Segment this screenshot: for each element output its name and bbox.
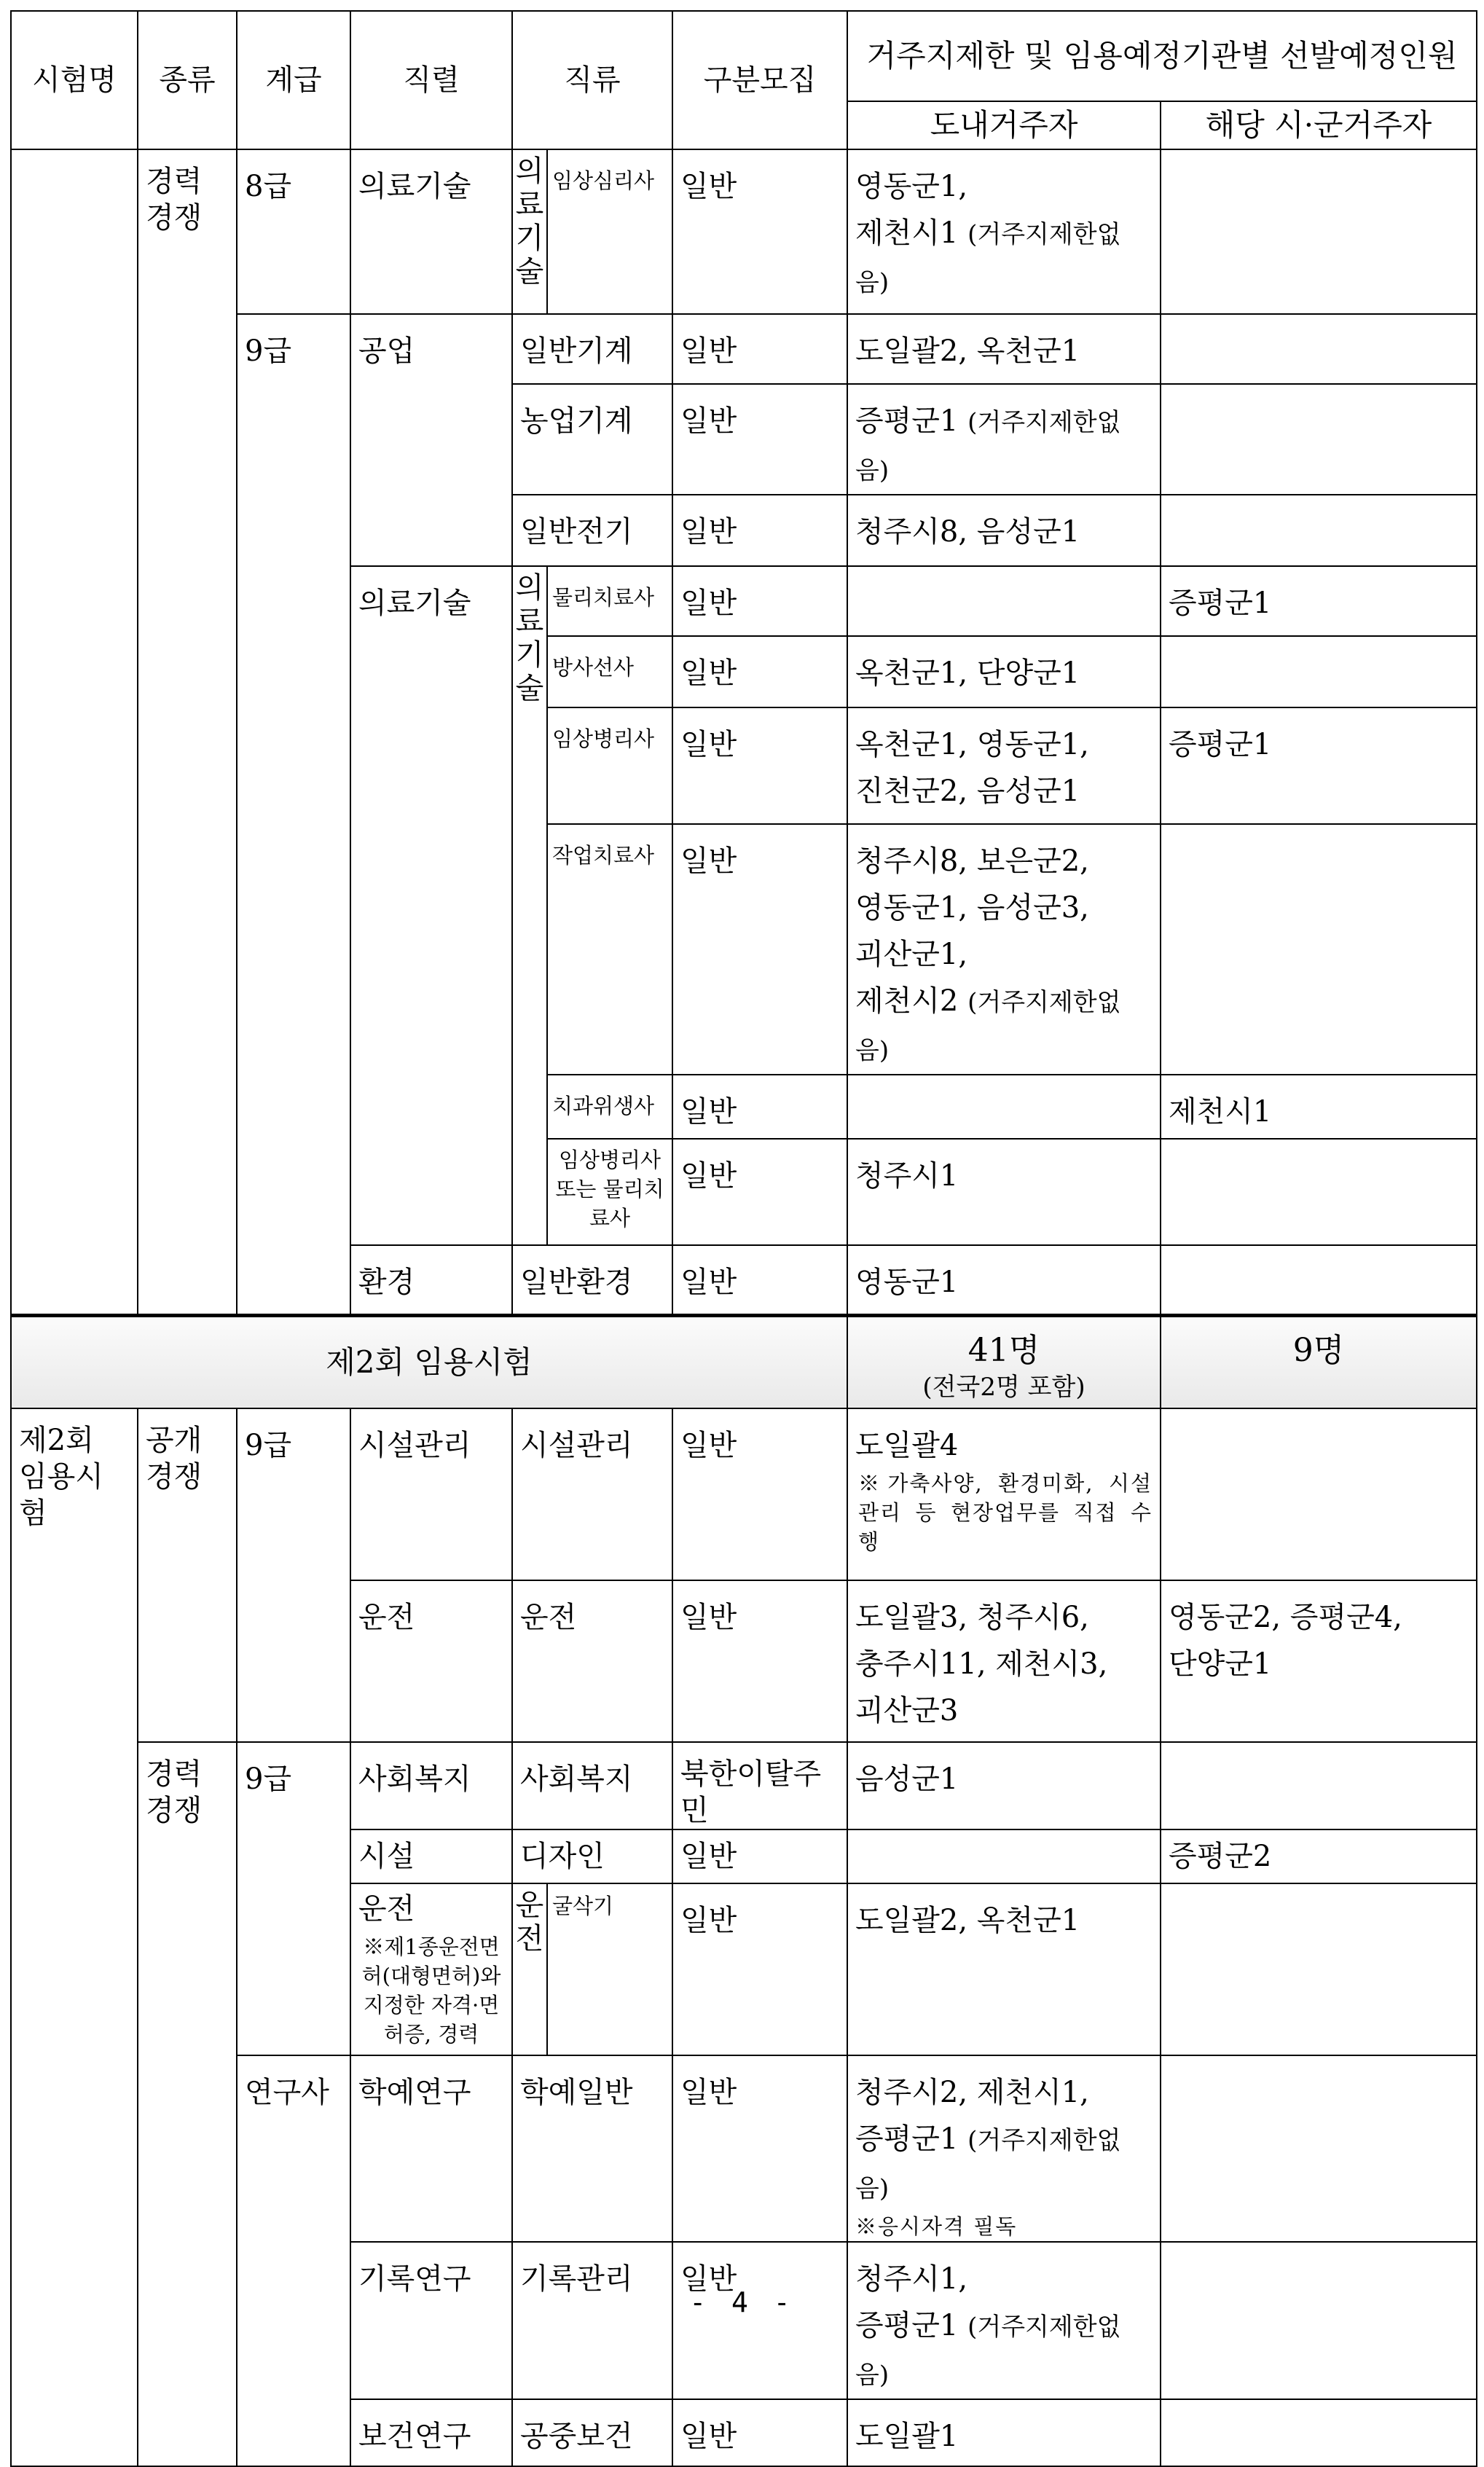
province-text: 증평군1 <box>855 2122 959 2156</box>
province-cell <box>847 1075 1161 1139</box>
category-cell: 사회복지 <box>512 1742 672 1829</box>
series-cell: 환경 <box>350 1245 512 1315</box>
local-cell <box>1161 1580 1477 1742</box>
header-province-resident: 도내거주자 <box>847 101 1161 149</box>
category-cell: 학예일반 <box>512 2055 672 2242</box>
province-text: 옥천군1, 영동군1, <box>855 728 1089 761</box>
category-cell: 임상병리사 <box>547 707 672 824</box>
province-note: (거주지제한없음) <box>855 220 1121 297</box>
local-cell <box>1161 1742 1477 1829</box>
recruit-cell: 일반 <box>672 1580 847 1742</box>
province-cell <box>847 2055 1161 2242</box>
province-cell <box>847 566 1161 636</box>
local-cell <box>1161 824 1477 1075</box>
series-cell: 시설관리 <box>350 1408 512 1580</box>
local-cell <box>1161 149 1477 314</box>
recruit-cell: 일반 <box>672 1245 847 1315</box>
province-note: ※응시자격 필독 <box>855 2214 1018 2239</box>
header-recruit: 구분모집 <box>672 11 847 149</box>
province-text: 청주시1, <box>855 2262 968 2296</box>
category-cell: 작업치료사 <box>547 824 672 1075</box>
province-cell <box>847 149 1161 314</box>
province-text: 도일괄3, 청주시6, <box>855 1601 1089 1634</box>
header-type: 종류 <box>138 11 237 149</box>
category-cell: 농업기계 <box>512 384 672 495</box>
province-cell: 옥천군1, 단양군1 <box>847 636 1161 707</box>
series-text: 운전 <box>358 1892 415 1926</box>
local-cell <box>1161 495 1477 566</box>
local-cell: 제천시1 <box>1161 1075 1477 1139</box>
grade-cell: 8급 <box>237 149 350 314</box>
province-text: 청주시2, 제천시1, <box>855 2076 1089 2109</box>
header-category: 직류 <box>512 11 672 149</box>
recruit-cell: 일반 <box>672 1883 847 2055</box>
province-cell <box>847 1829 1161 1883</box>
grade-cell: 9급 <box>237 1742 350 2055</box>
province-text: 괴산군3 <box>855 1694 959 1727</box>
province-cell <box>847 707 1161 824</box>
category-group-text: 의료기술 <box>515 154 544 289</box>
province-text: 영동군1, 음성군3, <box>855 891 1089 925</box>
province-text: 제천시1 <box>855 216 959 250</box>
table-header-row <box>11 11 1477 101</box>
grade-cell: 연구사 <box>237 2055 350 2466</box>
header-allocation: 거주지제한 및 임용예정기관별 선발예정인원 <box>847 11 1477 101</box>
section-header-row <box>11 1315 1477 1408</box>
exam-cell-empty <box>11 149 138 1315</box>
type-cell: 경력경쟁 <box>138 149 237 1315</box>
local-cell <box>1161 2055 1477 2242</box>
series-cell: 의료기술 <box>350 566 512 1245</box>
province-text: 증평군1 <box>855 404 959 438</box>
header-grade: 계급 <box>237 11 350 149</box>
category-group-cell <box>512 1883 547 2055</box>
local-cell <box>1161 314 1477 384</box>
local-cell <box>1161 1139 1477 1245</box>
province-cell <box>847 824 1161 1075</box>
recruit-cell: 일반 <box>672 2242 847 2399</box>
category-group-text: 운전 <box>515 1889 544 1956</box>
province-cell <box>847 2242 1161 2399</box>
type-cell: 경력경쟁 <box>138 1742 237 2466</box>
header-exam: 시험명 <box>11 11 138 149</box>
local-cell: 증평군2 <box>1161 1829 1477 1883</box>
category-cell: 일반환경 <box>512 1245 672 1315</box>
province-text: 제천시2 <box>855 984 959 1018</box>
recruit-cell: 일반 <box>672 314 847 384</box>
province-cell <box>847 384 1161 495</box>
category-cell: 임상병리사 또는 물리치료사 <box>547 1139 672 1245</box>
series-cell: 학예연구 <box>350 2055 512 2242</box>
category-cell: 물리치료사 <box>547 566 672 636</box>
local-cell <box>1161 2242 1477 2399</box>
table-row <box>11 149 1477 314</box>
local-cell <box>1161 384 1477 495</box>
local-cell: 증평군1 <box>1161 566 1477 636</box>
recruit-cell: 일반 <box>672 2399 847 2466</box>
grade-cell: 9급 <box>237 314 350 1315</box>
local-text: 단양군1 <box>1169 1647 1272 1681</box>
province-text: 괴산군1, <box>855 938 968 971</box>
category-cell: 시설관리 <box>512 1408 672 1580</box>
category-cell: 공중보건 <box>512 2399 672 2466</box>
category-cell: 치과위생사 <box>547 1075 672 1139</box>
local-text: 영동군2, 증평군4, <box>1169 1601 1402 1634</box>
recruit-cell: 일반 <box>672 149 847 314</box>
header-series: 직렬 <box>350 11 512 149</box>
series-cell: 공업 <box>350 314 512 566</box>
province-note: (거주지제한없음) <box>855 2313 1121 2390</box>
recruit-cell: 북한이탈주민 <box>672 1742 847 1829</box>
grade-cell: 9급 <box>237 1408 350 1742</box>
recruit-cell: 일반 <box>672 1075 847 1139</box>
series-note: ※제1종운전면허(대형면허)와 지정한 자격·면허증, 경력 <box>361 1934 501 2047</box>
section-local-total: 9명 <box>1161 1315 1477 1408</box>
series-cell: 보건연구 <box>350 2399 512 2466</box>
province-text: 청주시8, 보은군2, <box>855 844 1089 878</box>
type-cell: 공개경쟁 <box>138 1408 237 1742</box>
recruit-cell: 일반 <box>672 2055 847 2242</box>
province-total-note: (전국2명 포함) <box>922 1372 1085 1402</box>
province-text: 진천군2, 음성군1 <box>855 774 1080 808</box>
table-row <box>11 1742 1477 1829</box>
series-cell: 시설 <box>350 1829 512 1883</box>
category-cell: 굴삭기 <box>547 1883 672 2055</box>
province-text: 충주시11, 제천시3, <box>855 1647 1108 1681</box>
province-note: (거주지제한없음) <box>855 988 1121 1065</box>
category-cell: 임상심리사 <box>547 149 672 314</box>
province-cell: 청주시1 <box>847 1139 1161 1245</box>
category-cell: 일반전기 <box>512 495 672 566</box>
province-cell: 도일괄1 <box>847 2399 1161 2466</box>
recruit-cell: 일반 <box>672 1408 847 1580</box>
province-cell <box>847 1408 1161 1580</box>
recruit-cell: 일반 <box>672 824 847 1075</box>
province-note: (거주지제한없음) <box>855 408 1121 485</box>
recruit-cell: 일반 <box>672 566 847 636</box>
series-cell <box>350 1883 512 2055</box>
category-group-text: 의료기술 <box>515 571 544 705</box>
province-total-text: 41명 <box>967 1331 1040 1369</box>
province-cell: 청주시8, 음성군1 <box>847 495 1161 566</box>
province-text: 증평군1 <box>855 2309 959 2342</box>
province-cell <box>847 1580 1161 1742</box>
recruitment-table <box>10 10 1477 2467</box>
local-cell <box>1161 1245 1477 1315</box>
local-cell <box>1161 1883 1477 2055</box>
exam-cell: 제2회 임용시험 <box>11 1408 138 2466</box>
recruit-cell: 일반 <box>672 1829 847 1883</box>
recruit-cell: 일반 <box>672 707 847 824</box>
series-cell: 의료기술 <box>350 149 512 314</box>
recruit-cell: 일반 <box>672 384 847 495</box>
province-text: 도일괄4 <box>855 1429 959 1462</box>
province-note: (거주지제한없음) <box>855 2126 1121 2203</box>
recruit-cell: 일반 <box>672 636 847 707</box>
section-title: 제2회 임용시험 <box>11 1315 847 1408</box>
province-note: ※가축사양, 환경미화, 시설관리 등 현장업무를 직접 수행 <box>858 1471 1153 1554</box>
local-cell: 증평군1 <box>1161 707 1477 824</box>
category-group-cell <box>512 149 547 314</box>
recruit-cell: 일반 <box>672 1139 847 1245</box>
province-cell: 도일괄2, 옥천군1 <box>847 314 1161 384</box>
section-province-total <box>847 1315 1161 1408</box>
local-cell <box>1161 1408 1477 1580</box>
series-cell: 기록연구 <box>350 2242 512 2399</box>
header-local-resident: 해당 시·군거주자 <box>1161 101 1477 149</box>
province-cell: 도일괄2, 옥천군1 <box>847 1883 1161 2055</box>
table-row <box>11 1408 1477 1580</box>
page-number: - 4 - <box>689 2286 795 2318</box>
recruit-cell: 일반 <box>672 495 847 566</box>
category-cell: 기록관리 <box>512 2242 672 2399</box>
local-cell <box>1161 2399 1477 2466</box>
province-text: 영동군1, <box>855 170 968 203</box>
category-cell: 일반기계 <box>512 314 672 384</box>
category-cell: 운전 <box>512 1580 672 1742</box>
province-cell: 영동군1 <box>847 1245 1161 1315</box>
category-cell: 디자인 <box>512 1829 672 1883</box>
series-cell: 운전 <box>350 1580 512 1742</box>
category-group-cell <box>512 566 547 1245</box>
local-cell <box>1161 636 1477 707</box>
series-cell: 사회복지 <box>350 1742 512 1829</box>
category-cell: 방사선사 <box>547 636 672 707</box>
province-cell: 음성군1 <box>847 1742 1161 1829</box>
